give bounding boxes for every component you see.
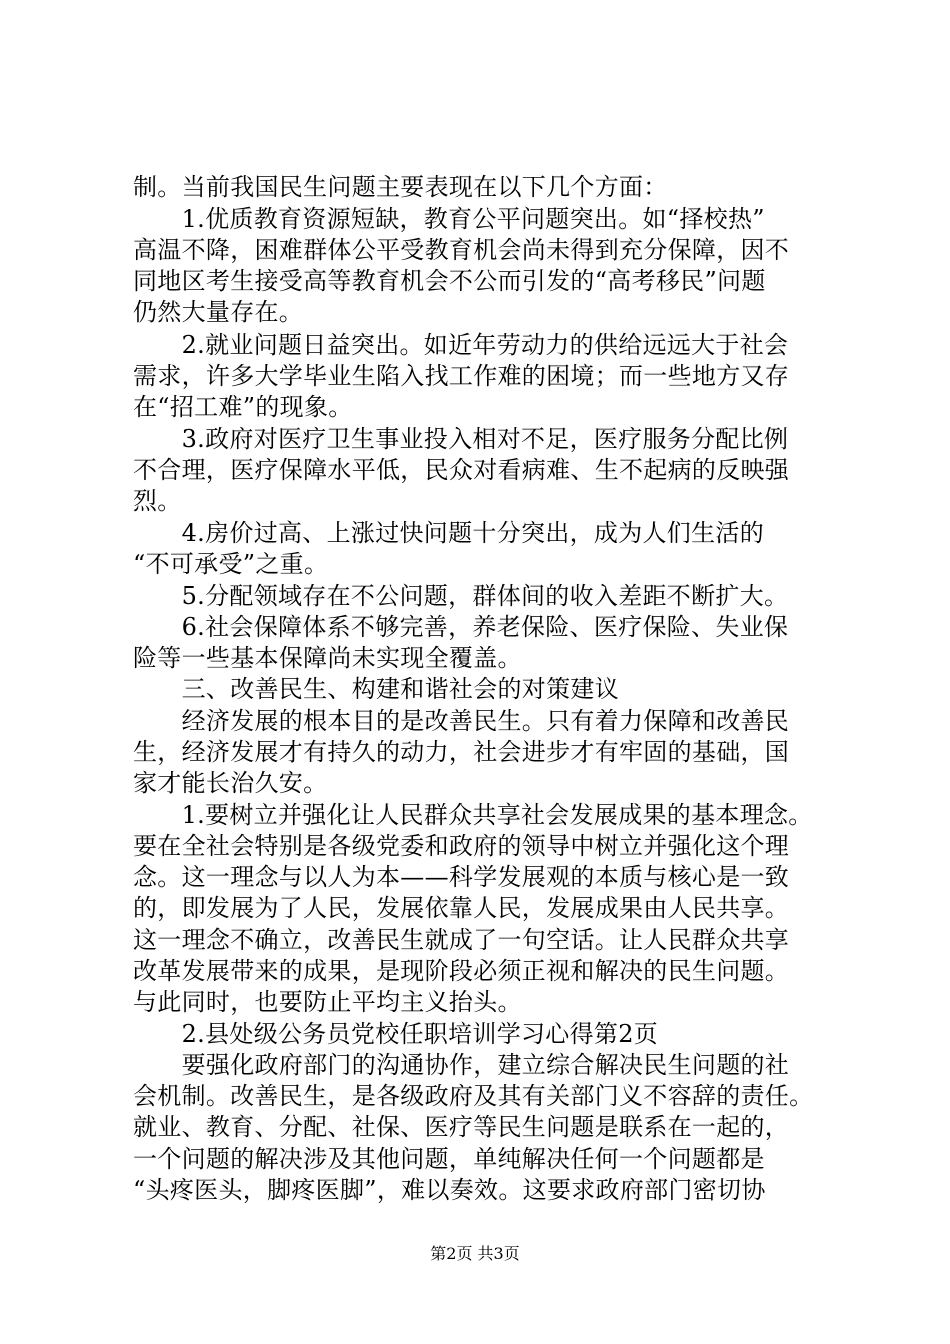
text-line: “不可承受”之重。 <box>133 550 329 578</box>
text-line: 1.优质教育资源短缺，教育公平问题突出。如“择校热” <box>133 205 765 233</box>
page-footer: 第2页 共3页 <box>430 1244 520 1263</box>
text-line: 同地区考生接受高等教育机会不公而引发的“高考移民”问题 <box>133 267 766 295</box>
text-line: 险等一些基本保障尚未实现全覆盖。 <box>133 644 522 672</box>
section-heading: 三、改善民生、构建和谐社会的对策建议 <box>133 675 619 703</box>
text-line: 这一理念不确立，改善民生就成了一句空话。让人民群众共享 <box>133 926 790 954</box>
text-line: 在“招工难”的现象。 <box>133 393 353 421</box>
text-line: 仍然大量存在。 <box>133 298 304 326</box>
text-line: 与此同时，也要防止平均主义抬头。 <box>133 988 522 1016</box>
text-line: 高温不降，困难群体公平受教育机会尚未得到充分保障，因不 <box>133 236 790 264</box>
text-line: 2.就业问题日益突出。如近年劳动力的供给远远大于社会 <box>133 331 789 359</box>
text-line: 会机制。改善民生，是各级政府及其有关部门义不容辞的责任。 <box>133 1082 814 1110</box>
text-line: 不合理，医疗保障水平低，民众对看病难、生不起病的反映强 <box>133 456 790 484</box>
text-line: 6.社会保障体系不够完善，养老保险、医疗保险、失业保 <box>133 613 789 641</box>
text-line: 一个问题的解决涉及其他问题，单纯解决任何一个问题都是 <box>133 1145 765 1173</box>
text-line: 家才能长治久安。 <box>133 769 328 797</box>
text-line: 改革发展带来的成果，是现阶段必须正视和解决的民生问题。 <box>133 957 790 985</box>
text-line: 要强化政府部门的沟通协作，建立综合解决民生问题的社 <box>133 1051 790 1079</box>
text-line: 4.房价过高、上涨过快问题十分突出，成为人们生活的 <box>133 519 764 547</box>
text-line: 1.要树立并强化让人民群众共享社会发展成果的基本理念。 <box>133 801 813 829</box>
text-line: 2.县处级公务员党校任职培训学习心得第2页 <box>133 1020 659 1048</box>
text-line: 生，经济发展才有持久的动力，社会进步才有牢固的基础，国 <box>133 738 790 766</box>
text-line: 制。当前我国民生问题主要表现在以下几个方面： <box>133 173 668 201</box>
text-line: 就业、教育、分配、社保、医疗等民生问题是联系在一起的， <box>133 1113 790 1141</box>
text-line: 经济发展的根本目的是改善民生。只有着力保障和改善民 <box>133 707 790 735</box>
text-line: 的，即发展为了人民，发展依靠人民，发展成果由人民共享。 <box>133 894 790 922</box>
text-line: 念。这一理念与以人为本——科学发展观的本质与核心是一致 <box>133 863 790 891</box>
text-line: 要在全社会特别是各级党委和政府的领导中树立并强化这个理 <box>133 832 790 860</box>
text-line: 3.政府对医疗卫生事业投入相对不足，医疗服务分配比例 <box>133 425 789 453</box>
text-line: 5.分配领域存在不公问题，群体间的收入差距不断扩大。 <box>133 582 789 610</box>
text-line: 烈。 <box>133 487 182 515</box>
text-line: 需求，许多大学毕业生陷入找工作难的困境；而一些地方又存 <box>133 362 790 390</box>
text-line: “头疼医头，脚疼医脚”，难以奏效。这要求政府部门密切协 <box>133 1176 766 1204</box>
